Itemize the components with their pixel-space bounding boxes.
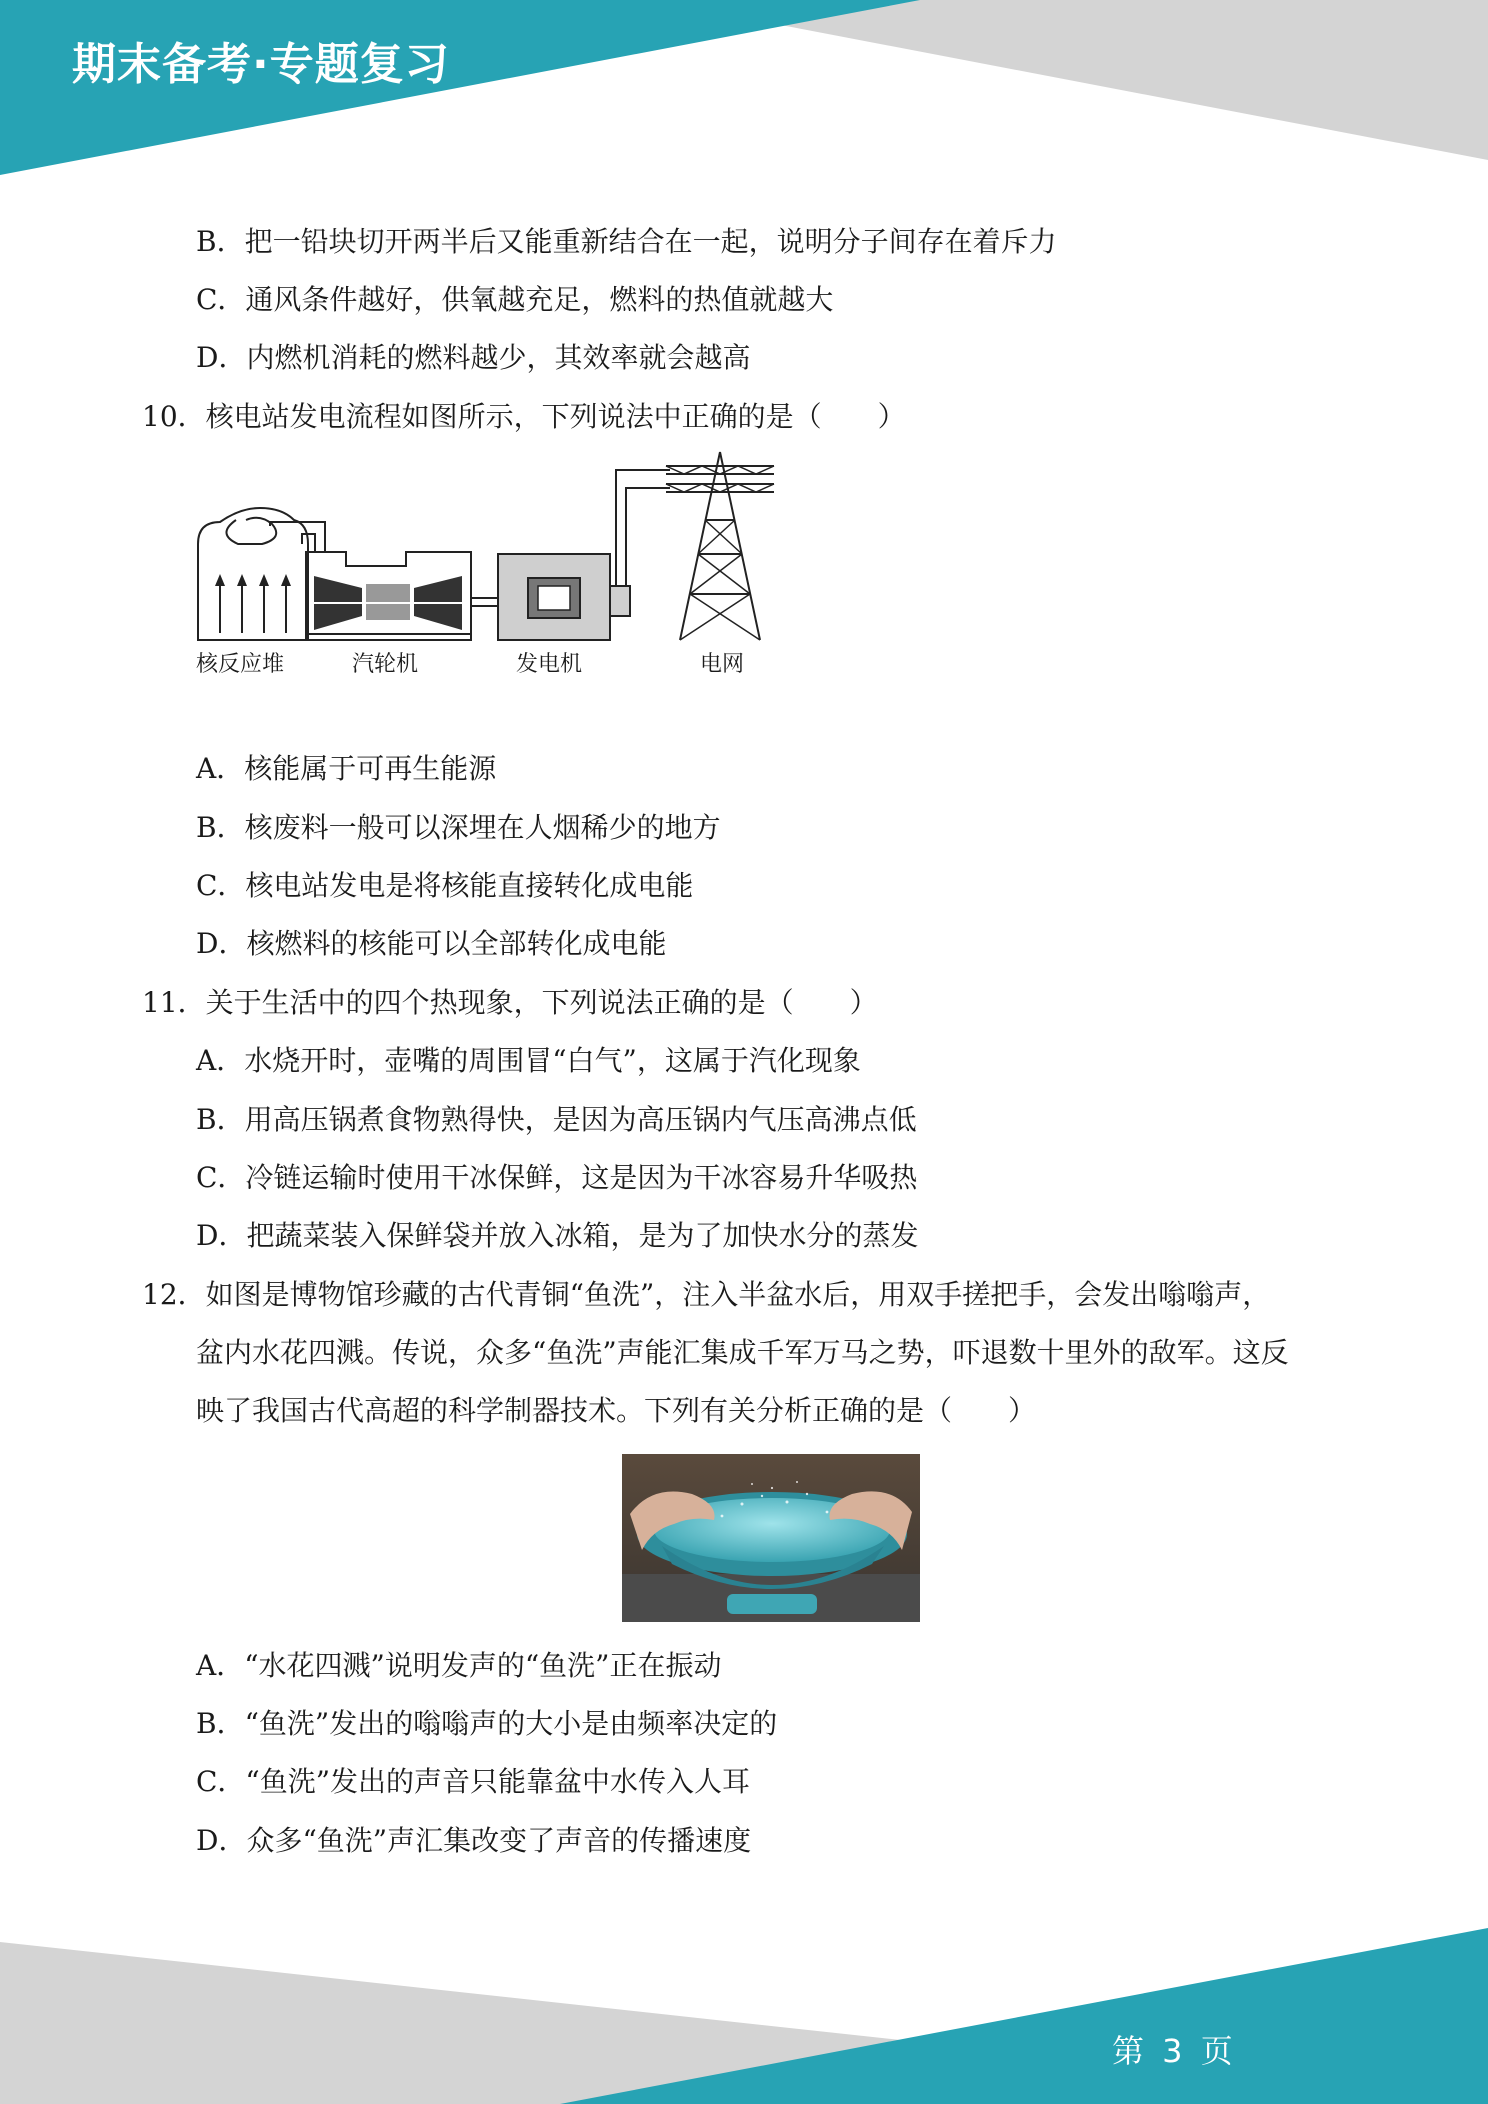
q11-option-d: D．把蔬菜装入保鲜袋并放入冰箱，是为了加快水分的蒸发 (196, 1219, 919, 1252)
q10-option-c: C．核电站发电是将核能直接转化成电能 (196, 869, 694, 902)
fig-label-grid: 电网 (700, 652, 745, 677)
generator-figure (498, 554, 630, 640)
q11-stem: 11．关于生活中的四个热现象，下列说法正确的是（ ） (142, 986, 878, 1019)
q10-option-d: D．核燃料的核能可以全部转化成电能 (196, 927, 667, 960)
nuclear-plant-diagram (190, 448, 790, 648)
q12-stem-line-1: 12．如图是博物馆珍藏的古代青铜“鱼洗”，注入半盆水后，用双手搓把手，会发出嗡嗡声， (142, 1278, 1271, 1311)
q12-stem-line-3: 映了我国古代高超的科学制器技术。下列有关分析正确的是（ ） (196, 1394, 1037, 1427)
q11-option-a: A．水烧开时，壶嘴的周围冒“白气”，这属于汽化现象 (196, 1044, 861, 1077)
q12-option-d: D．众多“鱼洗”声汇集改变了声音的传播速度 (196, 1824, 752, 1857)
q12-option-c: C．“鱼洗”发出的声音只能靠盆中水传入人耳 (196, 1765, 751, 1798)
power-tower-figure (666, 452, 774, 640)
q9-option-b: B．把一铅块切开两半后又能重新结合在一起，说明分子间存在着斥力 (196, 225, 1057, 258)
bronze-basin-photo (622, 1454, 920, 1622)
q9-option-c: C．通风条件越好，供氧越充足，燃料的热值就越大 (196, 283, 834, 316)
q10-stem: 10．核电站发电流程如图所示，下列说法中正确的是（ ） (142, 400, 906, 433)
q12-option-b: B．“鱼洗”发出的嗡嗡声的大小是由频率决定的 (196, 1707, 778, 1740)
reactor-figure (198, 508, 308, 640)
footer-teal-band (560, 1928, 1488, 2104)
page-number: 第 3 页 (1112, 2032, 1237, 2070)
fig-label-generator: 发电机 (516, 652, 583, 677)
q9-option-d: D．内燃机消耗的燃料越少，其效率就会越高 (196, 341, 751, 374)
q11-option-c: C．冷链运输时使用干冰保鲜，这是因为干冰容易升华吸热 (196, 1161, 918, 1194)
q11-option-b: B．用高压锅煮食物熟得快，是因为高压锅内气压高沸点低 (196, 1103, 917, 1136)
fig-label-reactor: 核反应堆 (196, 652, 285, 677)
fig-label-turbine: 汽轮机 (352, 652, 419, 677)
q10-option-b: B．核废料一般可以深埋在人烟稀少的地方 (196, 811, 721, 844)
q12-option-a: A．“水花四溅”说明发声的“鱼洗”正在振动 (196, 1649, 722, 1682)
q10-option-a: A．核能属于可再生能源 (196, 752, 497, 785)
q12-stem-line-2: 盆内水花四溅。传说，众多“鱼洗”声能汇集成千军万马之势，吓退数十里外的敌军。这反 (196, 1336, 1289, 1369)
header-title: 期末备考·专题复习 (72, 39, 450, 90)
turbine-figure (306, 552, 471, 640)
